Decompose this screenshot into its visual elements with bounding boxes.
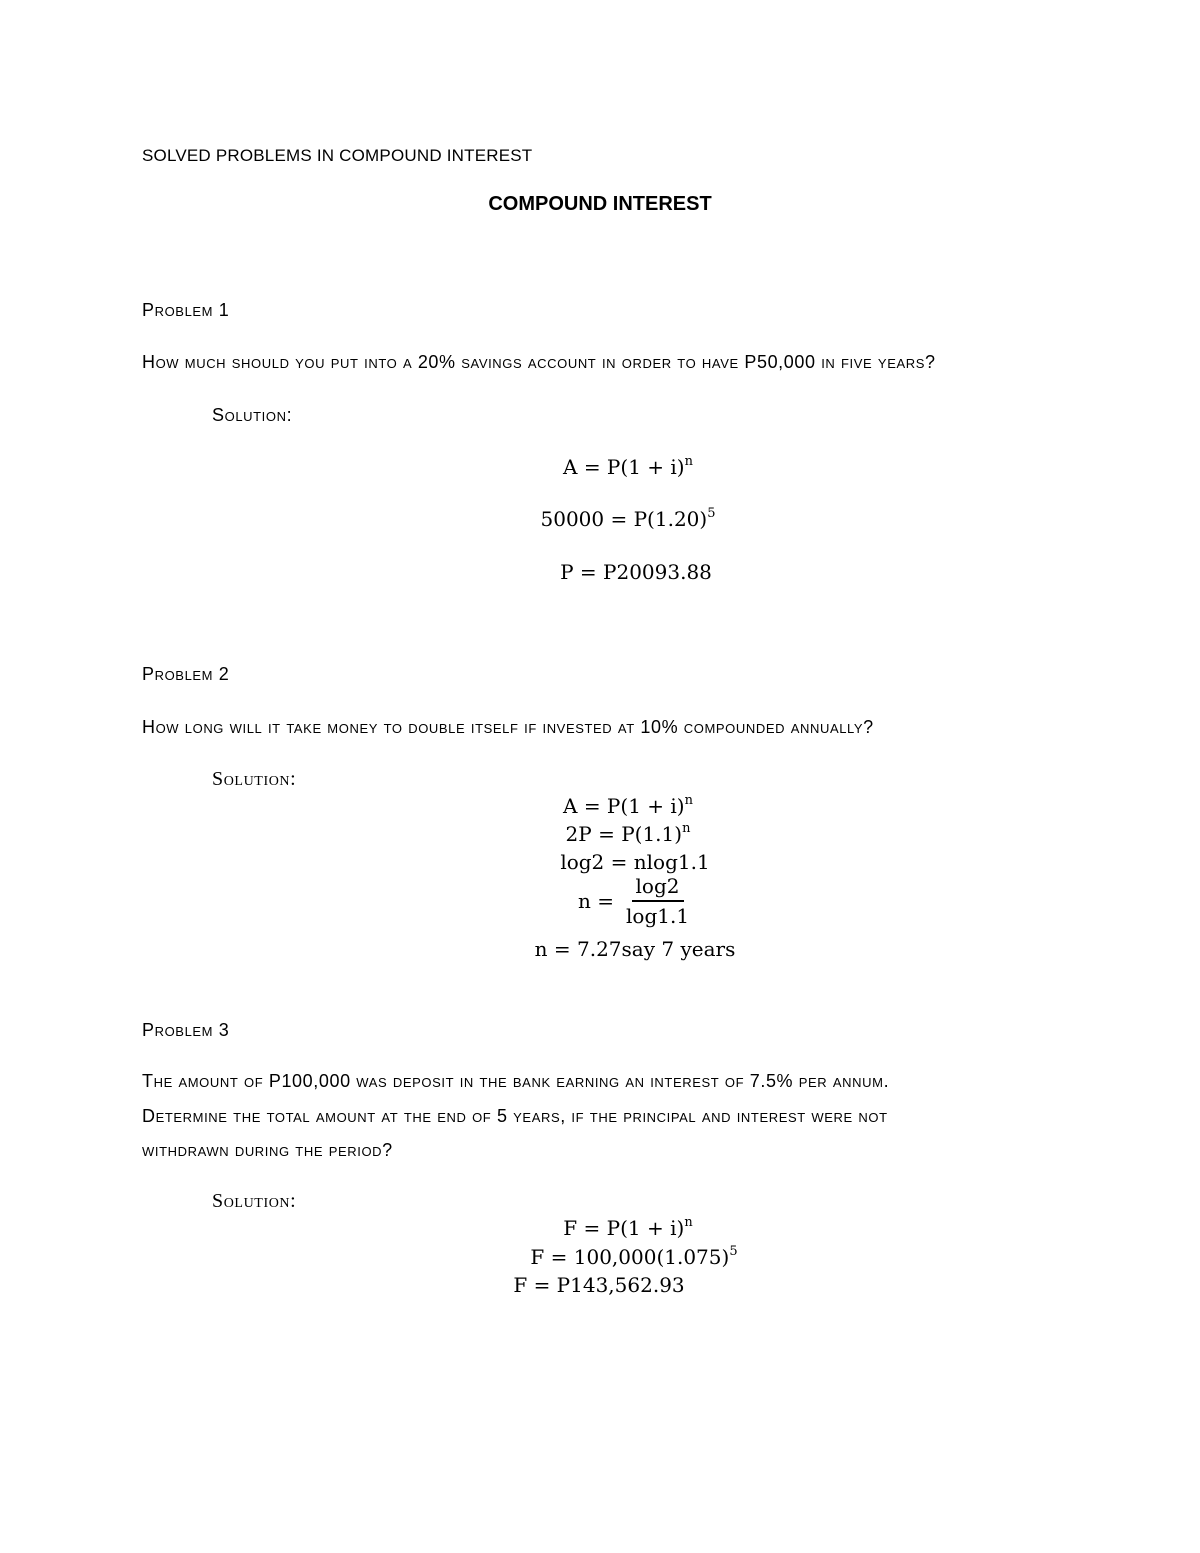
problem-2-heading: Problem 2	[142, 664, 230, 684]
problem-2-fraction-equation: n = $\frac{\log 2}{\log 1.1}$	[578, 874, 693, 928]
problem-2-question: How long will it take money to double itself if invested at 10% compounded annually?	[142, 717, 874, 737]
problem-3-question-line-2: Determine the total amount at the end of 5 years, if the principal and interest were not	[142, 1106, 888, 1126]
problem-3-equation-3: F = P143,562.93	[513, 1273, 685, 1297]
problem-1-solution-label: Solution:	[212, 405, 293, 425]
problem-1-question: How much should you put into a 20% savings account in order to have P50,000 in five years?	[142, 352, 936, 372]
document-header: SOLVED PROBLEMS IN COMPOUND INTEREST	[142, 146, 533, 165]
fraction-denominator: log1.1	[626, 904, 690, 928]
problem-2-solution-label: Solution:	[212, 768, 297, 790]
problem-1-heading: Problem 1	[142, 300, 230, 320]
problem-3-question-line-1: The amount of P100,000 was deposit in the bank earning an interest of 7.5% per annum.	[142, 1071, 890, 1091]
problem-3-heading: Problem 3	[142, 1020, 230, 1040]
fraction	[622, 874, 693, 928]
problem-3-equation-1: $F = P(1 + i)^n$	[563, 1215, 693, 1240]
problem-2-equation-2: $2P = P(1.1)^n$	[565, 821, 691, 846]
document-title: COMPOUND INTEREST	[488, 193, 712, 215]
problem-1-equation-3: P = P20093.88	[560, 560, 712, 584]
problem-2-equation-1: $A = P(1 + i)^n$	[563, 793, 693, 818]
problem-2-equation-5: n = 7.27say 7 years	[534, 937, 736, 961]
fraction-numerator: log2	[632, 874, 684, 902]
problem-2-equation-3: log2 = nlog1.1	[560, 850, 710, 874]
problem-3-solution-label: Solution:	[212, 1190, 297, 1212]
problem-1-equation-1: $A = P(1 + i)^n$	[563, 454, 693, 479]
problem-3-question-line-3: withdrawn during the period?	[142, 1140, 393, 1160]
problem-3-equation-2: $F = 100,000(1.075)^5$	[530, 1244, 738, 1269]
problem-1-equation-2: $50000 = P(1.20)^5$	[540, 506, 716, 531]
